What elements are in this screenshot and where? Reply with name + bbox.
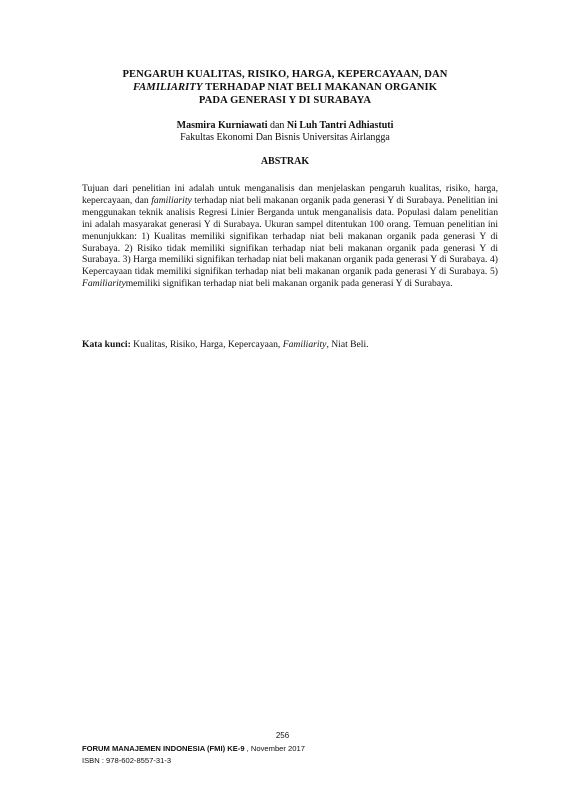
abstract-italic-2: Familiarity bbox=[82, 278, 126, 290]
title-line-1: PENGARUH KUALITAS, RISIKO, HARGA, KEPERCAYAAN, DAN bbox=[122, 69, 448, 80]
abstract-body bbox=[82, 183, 498, 290]
title-line-2-rest: TERHADAP NIAT BELI MAKANAN ORGANIK bbox=[202, 82, 438, 93]
footer-isbn: ISBN : 978-602-8557-31-3 bbox=[82, 756, 172, 765]
keywords-italic: Familiarity bbox=[282, 339, 327, 350]
footer-forum bbox=[82, 744, 305, 754]
page-number: 256 bbox=[275, 731, 290, 740]
author-list bbox=[80, 120, 490, 132]
paper-title bbox=[80, 68, 490, 107]
keywords-label: Kata kunci: bbox=[82, 339, 131, 350]
title-line-2 bbox=[80, 81, 490, 94]
abstract-italic-1: familiarity bbox=[151, 194, 192, 206]
footer-forum-name: FORUM MANAJEMEN INDONESIA (FMI) KE-9 bbox=[82, 744, 245, 753]
abstract-text-3: memiliki signifikan terhadap niat beli makanan organik pada generasi Y di Surabaya. bbox=[125, 278, 453, 290]
title-italic-term: FAMILIARITY bbox=[132, 82, 203, 93]
keywords-text-2: , Niat Beli. bbox=[326, 339, 369, 350]
title-line-3: PADA GENERASI Y DI SURABAYA bbox=[198, 95, 372, 106]
keywords-text-1: Kualitas, Risiko, Harga, Kepercayaan, bbox=[130, 339, 283, 350]
abstract-heading: ABSTRAK bbox=[260, 156, 310, 167]
abstract-text-2: terhadap niat beli makanan organik pada generasi Y di Surabaya. Penelitian ini menggunakan teknik analisis Regresi Linier Berganda untuk menganalisis data. Populasi dalam penelitian ini adalah masyarakat generasi Y di Surabaya. Ukuran sampel ditentukan 100 orang. Temuan penelitian ini menunjukkan: 1) Kualitas memiliki signifikan terhadap niat beli makanan organik pada generasi Y di Surabaya. 2) Risiko tidak memiliki signifikan terhadap niat beli makanan organik pada generasi Y di Surabaya. 3) Harga memiliki signifikan terhadap niat beli makanan organik pada generasi Y di Surabaya. 4) Kepercayaan tidak memiliki signifikan terhadap niat beli makanan organik pada generasi Y di Surabaya. 5) bbox=[82, 194, 498, 278]
author-connector: dan bbox=[267, 120, 287, 131]
abstract-text-1: Tujuan dari penelitian ini adalah untuk menganalisis dan menjelaskan pengaruh kualitas, risiko, harga, kepercayaan, dan bbox=[82, 183, 498, 206]
author-2: Ni Luh Tantri Adhiastuti bbox=[286, 120, 394, 131]
keywords bbox=[82, 339, 498, 351]
author-affiliation: Fakultas Ekonomi Dan Bisnis Universitas Airlangga bbox=[180, 132, 390, 143]
author-1: Masmira Kurniawati bbox=[176, 120, 268, 131]
footer-forum-date: , November 2017 bbox=[244, 744, 305, 753]
